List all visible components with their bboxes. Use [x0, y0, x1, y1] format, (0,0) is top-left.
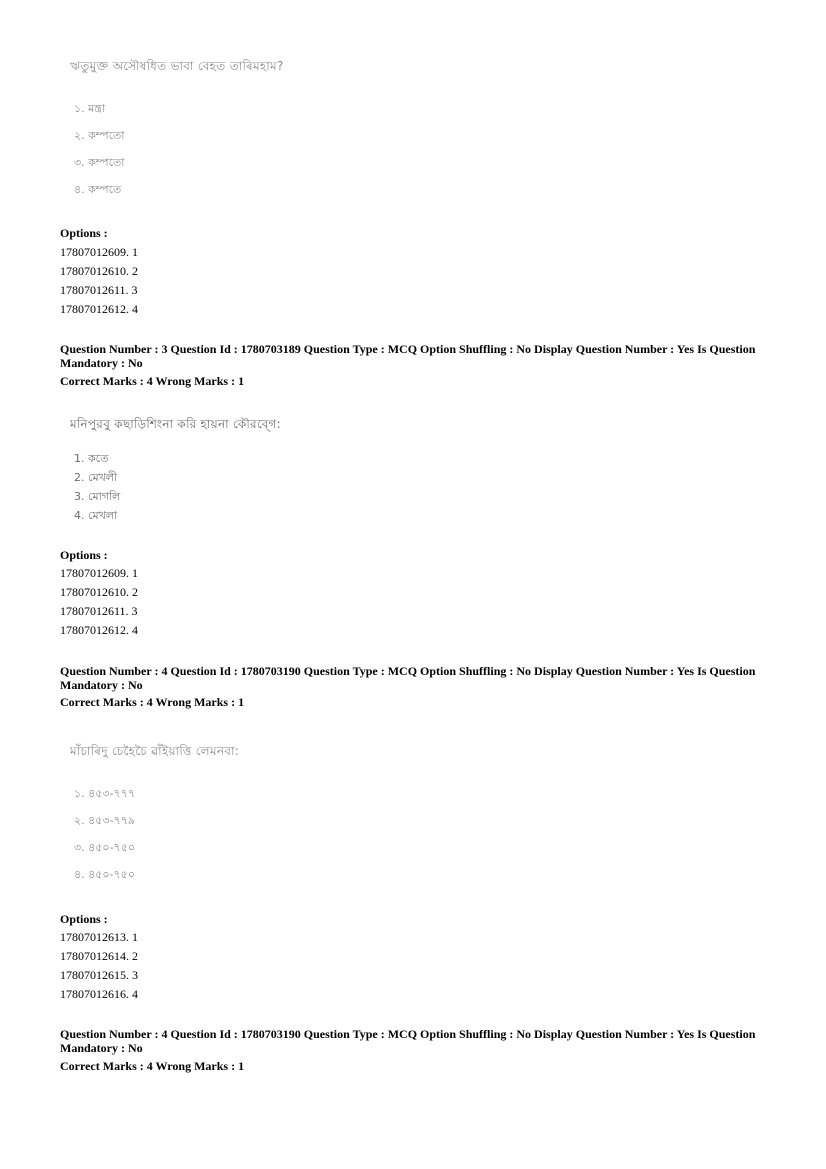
question-option: ৪. কম্পতে: [74, 183, 122, 196]
option-item: 17807012610. 2: [60, 264, 138, 278]
option-item: 17807012610. 2: [60, 585, 138, 599]
question-option: ১. ৪৫৩-৭৭৭: [74, 787, 135, 800]
option-item: 17807012613. 1: [60, 930, 138, 944]
question-marks: Correct Marks : 4 Wrong Marks : 1: [60, 374, 245, 388]
question-meta: Question Number : 4 Question Id : 1780703190 Question Type : MCQ Option Shuffling : No Display Question Number : Yes Is Question Mandatory : No: [60, 664, 756, 692]
option-item: 17807012616. 4: [60, 987, 138, 1001]
question-meta: Question Number : 3 Question Id : 1780703189 Question Type : MCQ Option Shuffling : No Display Question Number : Yes Is Question Mandatory : No: [60, 342, 756, 370]
option-item: 17807012611. 3: [60, 283, 138, 297]
question-option: ২. ৪৫৩-৭৭৯: [74, 814, 135, 827]
option-item: 17807012609. 1: [60, 245, 138, 259]
question-image: [70, 416, 370, 526]
option-item: 17807012612. 4: [60, 302, 138, 316]
question-image: [70, 743, 370, 883]
question-option: 3. মোগলি: [74, 490, 121, 503]
question-text: মাঁচাৰিদু চেহৈচৈ ৱাঁইয়াত্তি লেমনবা:: [70, 744, 240, 758]
question-meta: Question Number : 4 Question Id : 1780703190 Question Type : MCQ Option Shuffling : No Display Question Number : Yes Is Question Mandatory : No: [60, 1027, 756, 1055]
question-text: মনিপুরবু কছাড়িশিংনা করি হায়না কৌরব্গে:: [70, 417, 281, 431]
question-option: ১. মন্ত্ৰা: [74, 102, 106, 115]
question-option: ৪. ৪৫০-৭৫০: [74, 868, 135, 881]
question-image: [70, 58, 470, 208]
question-marks: Correct Marks : 4 Wrong Marks : 1: [60, 1059, 245, 1073]
question-option: 4. মেখলা: [74, 509, 118, 522]
question-option: 2. মেখলী: [74, 471, 118, 484]
question-text: ঋতুমুক্ত অসৌষধিত ভাবা বেহত তাৰিমহাম?: [70, 59, 284, 73]
question-option: 1. কতে: [74, 452, 109, 465]
options-label: Options :: [60, 226, 108, 240]
question-option: ৩. কম্পতো: [74, 156, 125, 169]
options-label: Options :: [60, 548, 108, 562]
question-option: ৩. ৪৫০-৭৫০: [74, 841, 135, 854]
option-item: 17807012612. 4: [60, 623, 138, 637]
options-label: Options :: [60, 912, 108, 926]
option-item: 17807012611. 3: [60, 604, 138, 618]
option-item: 17807012614. 2: [60, 949, 138, 963]
option-item: 17807012609. 1: [60, 566, 138, 580]
question-marks: Correct Marks : 4 Wrong Marks : 1: [60, 695, 245, 709]
option-item: 17807012615. 3: [60, 968, 138, 982]
question-option: ২. কম্পতো: [74, 129, 125, 142]
